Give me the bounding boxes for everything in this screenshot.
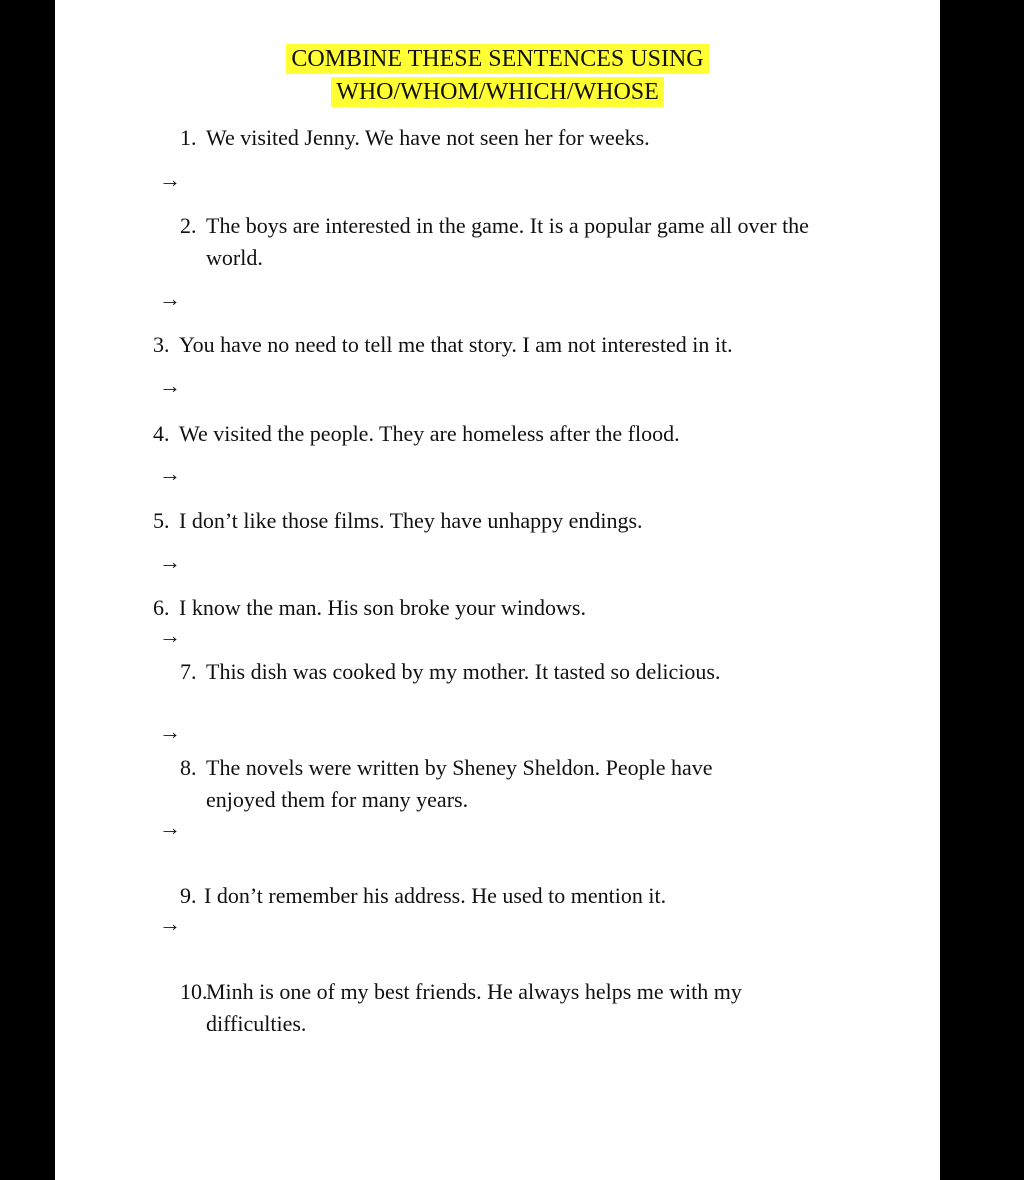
answer-arrow-4: →	[159, 461, 181, 486]
exercise-item-8	[180, 752, 840, 816]
answer-arrow-2: →	[159, 286, 181, 311]
answer-arrow-8: →	[159, 815, 181, 840]
item-number: 7.	[180, 659, 197, 684]
item-text: The novels were written by Sheney Sheldon. People have enjoyed them for many years.	[206, 755, 713, 812]
item-number: 2.	[180, 213, 197, 238]
worksheet-title-line-1: COMBINE THESE SENTENCES USING	[55, 44, 940, 74]
item-number: 1.	[180, 125, 197, 150]
item-number: 3.	[153, 332, 170, 357]
answer-arrow-9: →	[159, 911, 181, 936]
answer-arrow-6: →	[159, 623, 181, 648]
exercise-item-5	[153, 505, 853, 537]
exercise-item-7	[180, 656, 860, 688]
item-text: We visited Jenny. We have not seen her for weeks.	[206, 125, 650, 150]
item-text: We visited the people. They are homeless after the flood.	[179, 421, 680, 446]
exercise-item-3	[153, 329, 853, 361]
item-text: I know the man. His son broke your windows.	[179, 595, 586, 620]
item-text: Minh is one of my best friends. He always helps me with my difficulties.	[206, 979, 742, 1036]
worksheet-title-line-2: WHO/WHOM/WHICH/WHOSE	[55, 77, 940, 107]
item-text: I don’t like those films. They have unhappy endings.	[179, 508, 643, 533]
answer-arrow-3: →	[159, 373, 181, 398]
exercise-item-4	[153, 418, 853, 450]
exercise-item-1	[180, 122, 840, 154]
exercise-item-2	[180, 210, 840, 274]
exercise-item-6	[153, 592, 853, 624]
item-number: 8.	[180, 755, 197, 780]
answer-arrow-5: →	[159, 549, 181, 574]
worksheet-page	[55, 0, 940, 1180]
item-number: 10.	[180, 979, 208, 1004]
item-number: 4.	[153, 421, 170, 446]
item-text: The boys are interested in the game. It is a popular game all over the world.	[206, 213, 809, 270]
item-number: 5.	[153, 508, 170, 533]
item-number: 6.	[153, 595, 170, 620]
exercise-item-9	[180, 880, 840, 912]
item-text: You have no need to tell me that story. I am not interested in it.	[179, 332, 733, 357]
item-text: This dish was cooked by my mother. It tasted so delicious.	[206, 659, 721, 684]
item-number: 9.	[180, 883, 197, 908]
item-text: I don’t remember his address. He used to mention it.	[204, 883, 667, 908]
answer-arrow-7: →	[159, 719, 181, 744]
exercise-item-10	[180, 976, 860, 1040]
answer-arrow-1: →	[159, 167, 181, 192]
